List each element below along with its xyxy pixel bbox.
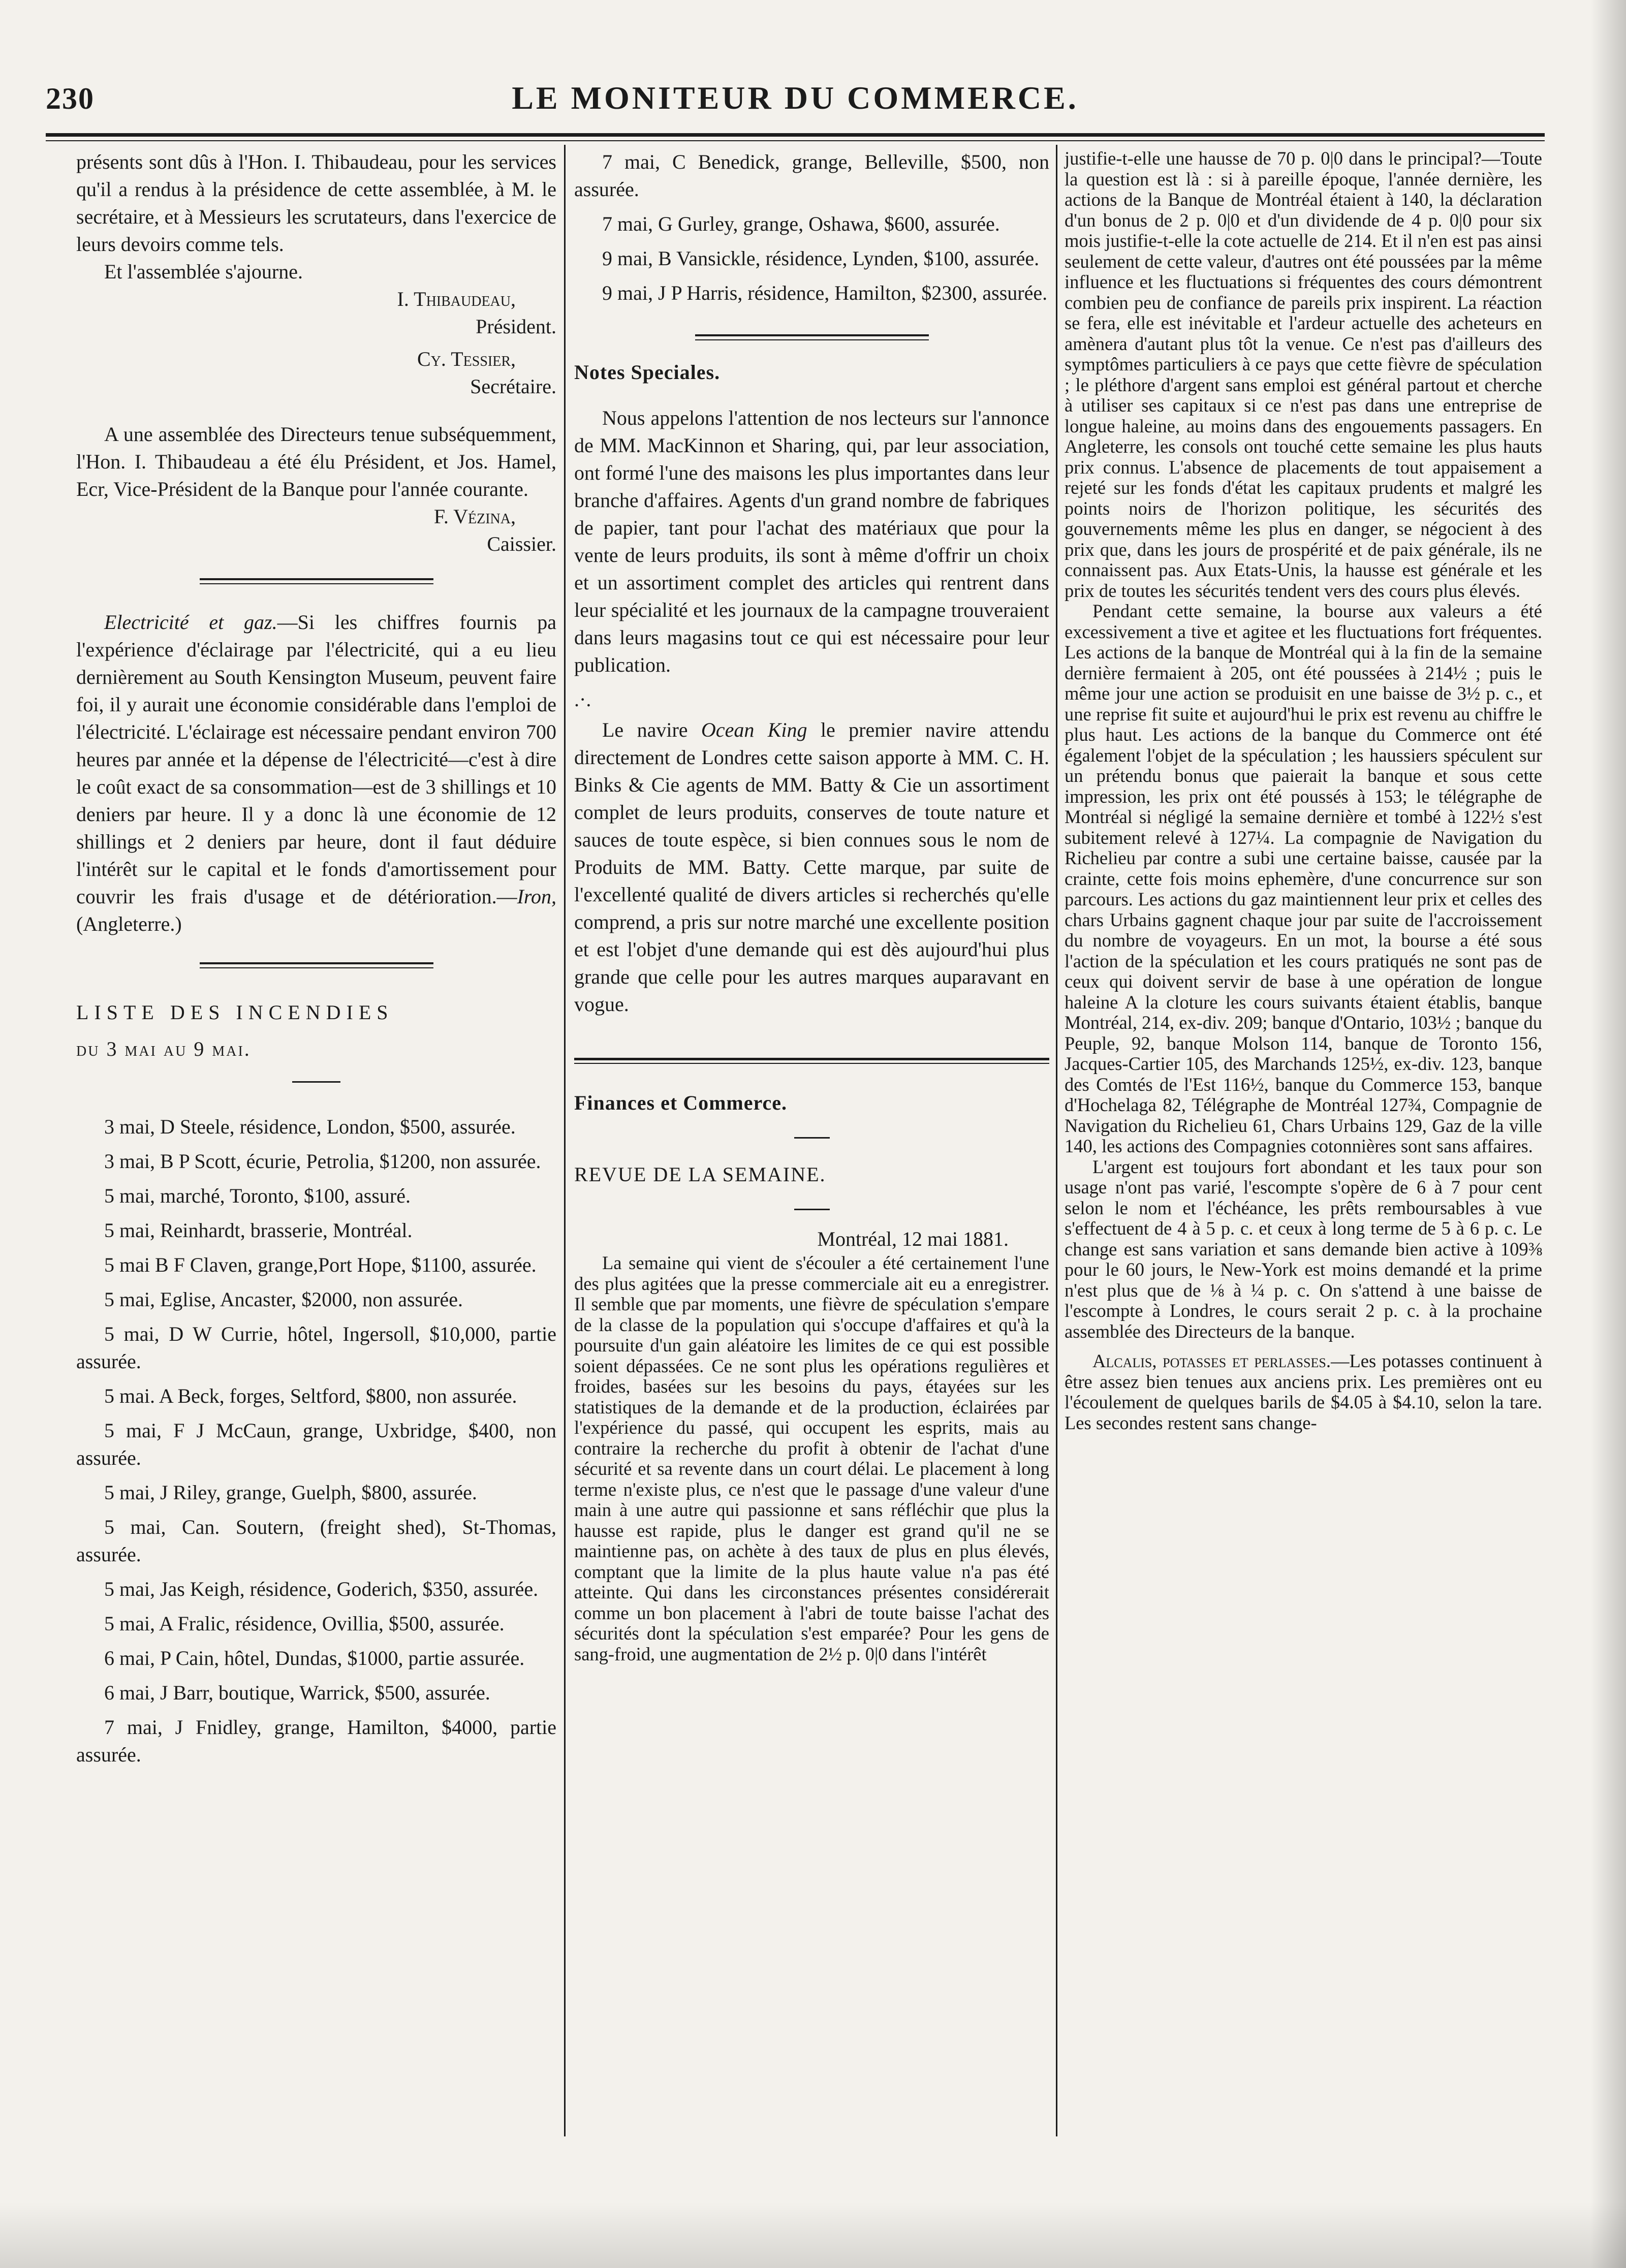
column-1 xyxy=(76,148,556,1776)
fire-entry: 5 mai, Can. Soutern, (freight shed), St-Thomas, assurée. xyxy=(76,1516,556,1566)
fire-entry: 3 mai, D Steele, résidence, London, $500, assurée. xyxy=(104,1115,516,1138)
potash-lead: Alcalis, potasses et perlasses. xyxy=(1092,1350,1331,1371)
special-notes-title: Notes Speciales. xyxy=(574,361,721,384)
short-divider xyxy=(292,1081,340,1083)
column-rule-2 xyxy=(1056,145,1057,2136)
fires-list-title: LISTE DES INCENDIES xyxy=(76,1001,394,1024)
finance-section-title: Finances et Commerce. xyxy=(574,1091,788,1114)
short-divider xyxy=(794,1209,830,1210)
fire-entry: 6 mai, J Barr, boutique, Warrick, $500, assurée. xyxy=(104,1681,490,1704)
fire-entry: 5 mai, A Fralic, résidence, Ovillia, $500, assurée. xyxy=(104,1612,505,1635)
weekly-review-title: REVUE DE LA SEMAINE. xyxy=(574,1163,826,1186)
fires-list-continued xyxy=(574,148,1049,307)
fire-entry: 5 mai, marché, Toronto, $100, assuré. xyxy=(104,1184,411,1207)
scan-bottom-shadow xyxy=(0,2202,1626,2268)
fire-entry: 5 mai, F J McCaun, grange, Uxbridge, $400, non assurée. xyxy=(76,1419,556,1469)
page-number: 230 xyxy=(46,82,95,115)
notes-p2-lead: Le navire xyxy=(602,718,701,741)
signature-cashier-name: F. Vézina, xyxy=(433,505,516,528)
scan-edge-shadow xyxy=(1590,0,1626,2268)
fire-entry: 5 mai. A Beck, forges, Seltford, $800, non assurée. xyxy=(104,1384,517,1407)
special-notes-paragraph-1: Nous appelons l'attention de nos lecteurs sur l'annonce de MM. MacKinnon et Sharing, qui, par leur association, ont formé l'une des maisons les plus importantes dans leur branche d'affaires. Agents d'un grand nombre de fabriques de papier, tant pour l'achat des matériaux que pour la vente de leurs produits, ils sont à même d'offrir un choix et un assortiment complet des articles qui rentrent dans leur spécialité et les journaux de la campagne trouveraient dans leurs magasins tout ce qui est nécessaire pour leur publication. xyxy=(574,406,1049,676)
fire-entry: 5 mai, Eglise, Ancaster, $2000, non assurée. xyxy=(104,1288,463,1311)
assembly-closing-text: présents sont dûs à l'Hon. I. Thibaudeau, pour les services qu'il a rendus à la présidence de cette assemblée, à M. le secrétaire, et à Messieurs les scrutateurs, dans l'exercice de leurs devoirs comme tels. xyxy=(76,150,556,256)
notes-p2-body: le premier navire attendu directement de Londres cette saison apporte à MM. C. H. Binks & Cie agents de MM. Batty & Cie un assortiment complet de leurs produits, conserves de toute nature et sauces de toute espèce, si bien connues sous le nom de Produits de MM. Batty. Cette marque, par suite de l'excellenté qualité de divers articles si recherchés qu'elle comprend, a pris sur notre marché une excellente position et est l'objet d'une demande qui est dès aujourd'hui plus grande que celle pour les autres marques auparavant en vogue. xyxy=(574,718,1050,1016)
review-continuation: justifie-t-elle une hausse de 70 p. 0|0 dans le principal?—Toute la question est là : si à pareille époque, l'année dernière, les actions de la Banque de Montréal étaient à 140, la déclaration d'un bonus de 2 p. 0|0 et d'un dividende de 4 p. 0|0 pour six mois justifie-t-elle la cote actuelle de 214. Et il n'en est pas ainsi seulement de cette valeur, d'autres ont été poussées par la même influence et les fluctuations si fréquentes des cours démontrent combien peu de confiance de pareils prix inspirent. La réaction se fera, elle est inévitable et l'ardeur actuelle des acheteurs en amènera d'autant plus tôt la venue. Ce n'est pas d'ailleurs des symptômes particuliers à ce pays que cette fièvre de spéculation ; le pléthore d'argent sans emploi est général partout et cherche à utiliser ses capitaux si ce n'est pas dans une entreprise de longue haleine, au moins dans des engouements passagers. En Angleterre, les consols ont touché cette semaine les plus hauts prix connus. L'absence de placements de tout appaisement a rejeté sur les fonds d'état les capitaux prudents et malgré les points noirs de l'horizon politique, les sécurités des gouvernements même les plus en danger, se négocient à des prix que, dans les jours de prospérité et de paix générale, ils ne connaissent pas. Aux Etats-Unis, la hausse est générale et les prix de toutes les sécurités tendent vers des cours plus élevés. xyxy=(1065,148,1542,601)
signature-president-title: Président. xyxy=(476,315,556,338)
masthead-rule-thin xyxy=(46,140,1545,141)
electricity-article xyxy=(76,609,556,938)
review-dateline: Montréal, 12 mai 1881. xyxy=(817,1227,1009,1250)
ship-name: Ocean King xyxy=(701,718,807,741)
stock-market-paragraph: Pendant cette semaine, la bourse aux valeurs a été excessivement a tive et agitee et les fluctuations fort fréquentes. Les actions de la banque de Montréal qui à la fin de la semaine dernière fermaient à 205, ont été poussées à 214½ ; puis le même jour une action se produisit en une baisse de 3½ p. c., et une reprise fit suite et aujourd'hui le prix est revenu au chiffre le plus haut. Les actions de la banque du Commerce ont été également l'objet de la spéculation ; les haussiers spéculent sur un prétendu bonus que paierait la banque et sous cette impression, les prix ont été poussés à 153; le télégraphe de Montréal si négligé la semaine dernière et tombé à 122½ s'est subitement relevé à 127¼. La compagnie de Navigation du Richelieu par contre a subi une certaine baisse, causée par la crainte, cette fois moins ephemère, d'une concurrence sur son parcours. Les actions du gaz maintiennent leur prix et celles des chars Urbains gagnent chaque jour par suite de l'accroissement du nombre de voyageurs. En un mot, la bourse a été sous l'action de la spéculation et les cours pratiqués ne sont pas de ceux qui doivent servir de base à une opération de longue haleine A la cloture les cours suivants étaient établis, banque Montréal, 214, ex-div. 209; banque d'Ontario, 103½ ; banque du Peuple, 92, banque Molson 114, banque de Toronto 156, Jacques-Cartier 105, des Marchands 125½, ex-div. 123, banque des Comtés de l'Est 116½, banque du Commerce 153, banque d'Hochelaga 82, Télégraphe de Montréal 127¾, Compagnie de Navigation du Richelieu 61, Chars Urbains 129, Gaz de la ville 140, les actions des Compagnies cotonnières sont sans affaires. xyxy=(1065,601,1542,1156)
fire-entry: 5 mai B F Claven, grange,Port Hope, $1100, assurée. xyxy=(104,1253,537,1276)
column-rule-1 xyxy=(564,145,566,2136)
section-divider-full xyxy=(574,1058,1049,1064)
masthead xyxy=(46,76,1545,127)
short-divider xyxy=(794,1137,830,1139)
fire-entry: 6 mai, P Cain, hôtel, Dundas, $1000, partie assurée. xyxy=(104,1647,525,1670)
column-2 xyxy=(574,148,1049,1664)
special-notes-paragraph-2 xyxy=(574,716,1049,1018)
fire-entry: 9 mai, B Vansickle, résidence, Lynden, $100, assurée. xyxy=(602,247,1040,270)
fire-entry: 7 mai, C Benedick, grange, Belleville, $500, non assurée. xyxy=(574,150,1049,201)
electricity-article-source-country: (Angleterre.) xyxy=(76,912,182,935)
journal-title: LE MONITEUR DU COMMERCE. xyxy=(512,80,1079,116)
signature-secretary-title: Secrétaire. xyxy=(470,375,556,398)
fire-entry: 5 mai, Reinhardt, brasserie, Montréal. xyxy=(104,1219,413,1242)
masthead-rule xyxy=(46,133,1545,137)
signature-cashier-title: Caissier. xyxy=(487,532,556,555)
money-market-paragraph: L'argent est toujours fort abondant et les taux pour son usage n'ont pas varié, l'escompte s'opère de 6 à 7 pour cent selon le nom et l'échéance, les prêts remboursables à vue s'effectuent de 4 à 5 p. c. et ceux à long terme de 5 à 6 p. c. Le change est sans variation et sans demande bien active à 109⅜ pour le 60 jours, le New-York est moins demandé et la prime n'est plus que de ⅛ à ¼ p. c. On s'attend à une baisse de l'escompte à Londres, le cours serait 2 p. c. à la prochaine assemblée des Directeurs de la banque. xyxy=(1065,1156,1542,1342)
review-paragraph-1: La semaine qui vient de s'écouler a été certainement l'une des plus agitées que la presse commerciale ait eu a enregistrer. Il semble que par moments, une fièvre de spéculation s'empare de la classe de la population qui s'occupe d'affaires et qu'à la poursuite d'un gain aléatoire les limites de ce qui est possible soient dépassées. Ce ne sont plus les opérations regulières et froides, basées sur les besoins du pays, étayées sur les statistiques de la demande et de la production, éclairées par l'expérience du passé, qui occupent les esprits, mais au contraire la recherche du profit à obtenir de l'achat d'une sécurité et sa revente dans un court délai. Le placement à long terme n'existe plus, ce n'est que le passage d'une valeur d'une main à une autre qui passionne et sans réfléchir que plus la hausse est rapide, plus le danger est grand qu'il ne se maintienne pas, on achète à des taux de plus en plus élevés, comptant que la limite de la plus haute value n'a pas été atteinte. Qui dans les circonstances présentes considérerait comme un bon placement à l'abri de toute baisse l'achat des sécurités dont la spéculation s'est emparée? Pour les gens de sang-froid, une augmentation de 2½ p. 0|0 dans l'intérêt xyxy=(574,1252,1049,1664)
fire-entry: 5 mai, Jas Keigh, résidence, Goderich, $350, assurée. xyxy=(104,1578,539,1600)
potash-paragraph xyxy=(1065,1351,1542,1433)
fire-entry: 5 mai, D W Currie, hôtel, Ingersoll, $10,000, partie assurée. xyxy=(76,1322,556,1373)
stars-separator: .·. xyxy=(574,688,591,711)
directors-meeting-text: A une assemblée des Directeurs tenue subséquemment, l'Hon. I. Thibaudeau a été élu Président, et Jos. Hamel, Ecr, Vice-Président de la Banque pour l'année courante. xyxy=(76,423,556,500)
fire-entry: 3 mai, B P Scott, écurie, Petrolia, $1200, non assurée. xyxy=(104,1150,541,1173)
electricity-article-source: Iron, xyxy=(517,885,556,908)
potash-body: —Les potasses continuent à être assez bien tenues aux anciens prix. Les premières ont eu l'écoulement de quelques barils de $4.05 à $4.10, selon la tare. Les secondes restent sans change- xyxy=(1065,1350,1542,1433)
section-divider xyxy=(200,962,433,968)
section-divider xyxy=(200,578,433,584)
electricity-article-title: Electricité et gaz. xyxy=(104,611,277,634)
fire-entry: 7 mai, J Fnidley, grange, Hamilton, $4000, partie assurée. xyxy=(76,1716,556,1766)
section-divider xyxy=(695,334,929,340)
signature-secretary-name: Cy. Tessier, xyxy=(417,348,516,370)
signature-president-name: I. Thibaudeau, xyxy=(397,288,516,310)
assembly-adjourn: Et l'assemblée s'ajourne. xyxy=(104,260,303,283)
fire-entry: 7 mai, G Gurley, grange, Oshawa, $600, assurée. xyxy=(602,212,1000,235)
fire-entry: 5 mai, J Riley, grange, Guelph, $800, assurée. xyxy=(104,1481,477,1504)
fires-list xyxy=(76,1113,556,1769)
fires-list-dates: du 3 mai au 9 mai. xyxy=(76,1037,251,1060)
fire-entry: 9 mai, J P Harris, résidence, Hamilton, $2300, assurée. xyxy=(602,281,1048,304)
electricity-article-body: —Si les chiffres fournis pa l'expérience d'éclairage par l'électricité, qui a eu lieu dernièrement au South Kensington Museum, peuvent faire foi, il y aurait une économie considérable dans l'emploi de l'électricité. L'éclairage est nécessaire pendant environ 700 heures par année et la dépense de l'électricité—c'est à dire le coût exact de sa consommation—est de 3 shillings et 10 deniers par heure. Il y a donc là une économie de 12 shillings et 2 deniers par heure, dont il faut déduire l'intérêt sur le capital et le fonds d'amortissement pour couvrir les frais d'usage et de détérioration.— xyxy=(76,611,556,908)
column-3 xyxy=(1065,148,1542,1433)
